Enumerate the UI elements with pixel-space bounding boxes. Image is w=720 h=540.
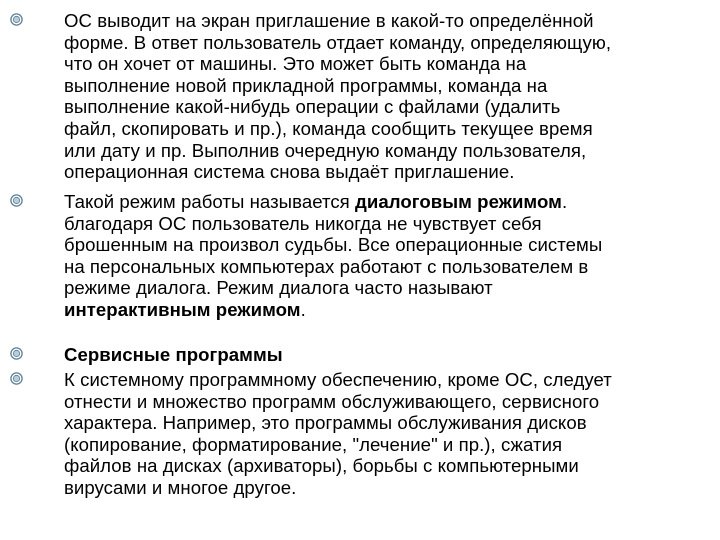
text-line	[64, 391, 704, 413]
bullet-circle-icon	[10, 372, 23, 385]
bold-term: диалоговым режимом	[355, 191, 562, 212]
bullet-circle-icon	[10, 194, 23, 207]
text-line	[64, 369, 704, 391]
text-segment: операционная система снова выдаёт приглашение.	[64, 161, 515, 183]
text-line	[64, 96, 704, 118]
text-line	[64, 118, 704, 140]
text-line	[64, 32, 704, 54]
text-line	[64, 161, 704, 183]
text-line	[64, 191, 704, 213]
text-line	[64, 213, 704, 235]
text-line	[64, 455, 704, 477]
text-line	[64, 10, 704, 32]
text-segment: .	[300, 298, 306, 320]
bold-term: интерактивным режимом	[64, 298, 301, 320]
text-segment: файлов на дисках (архиваторы), борьбы с компьютерными	[64, 455, 579, 477]
text-line	[64, 412, 704, 434]
text-segment: .	[561, 191, 568, 212]
text-segment: благодаря ОС пользователь никогда не чувствует себя	[64, 212, 542, 234]
text-line	[64, 299, 704, 321]
text-line	[64, 277, 704, 299]
text-segment: ОС выводит на экран приглашение в какой-то определённой	[64, 10, 594, 31]
bullet-circle-icon	[10, 347, 23, 360]
text-segment: что он хочет от машины. Это может быть команда на	[64, 53, 527, 75]
text-segment: характера. Например, это программы обслуживания дисков	[64, 412, 587, 434]
text-line	[64, 234, 704, 256]
text-segment: Такой режим работы называется	[64, 191, 356, 212]
bullet-os-prompt	[64, 10, 704, 183]
bold-term: Сервисные программы	[64, 344, 283, 365]
bullet-dialog-mode	[64, 191, 704, 321]
text-segment: форме. В ответ пользователь отдает команду, определяющую,	[64, 31, 612, 53]
text-segment: отнести и множество программ обслуживающего, сервисного	[64, 390, 600, 412]
text-segment: вирусами и многое другое.	[64, 476, 297, 498]
bullet-circle-icon	[10, 13, 23, 26]
text-segment: режиме диалога. Режим диалога часто называют	[64, 277, 493, 299]
bullet-service-programs	[64, 369, 704, 499]
text-segment: или дату и пр. Выполнив очередную команду пользователя,	[64, 139, 587, 161]
text-line	[64, 53, 704, 75]
bullet-service-programs-heading	[64, 344, 704, 366]
text-line	[64, 434, 704, 456]
text-segment: выполнение новой прикладной программы, команда на	[64, 74, 548, 96]
text-segment: файл, скопировать и пр.), команда сообщить текущее время	[64, 117, 593, 139]
text-line	[64, 344, 704, 366]
text-segment: на персональных компьютерах работают с пользователем в	[64, 255, 589, 277]
text-segment: К системному программному обеспечению, кроме ОС, следует	[64, 369, 612, 390]
text-line	[64, 256, 704, 278]
text-line	[64, 477, 704, 499]
text-line	[64, 75, 704, 97]
text-segment: брошенным на произвол судьбы. Все операционные системы	[64, 234, 603, 256]
text-segment: выполнение какой-нибудь операции с файлами (удалить	[64, 96, 561, 118]
text-line	[64, 140, 704, 162]
text-segment: (копирование, форматирование, "лечение" и пр.), сжатия	[64, 433, 563, 455]
